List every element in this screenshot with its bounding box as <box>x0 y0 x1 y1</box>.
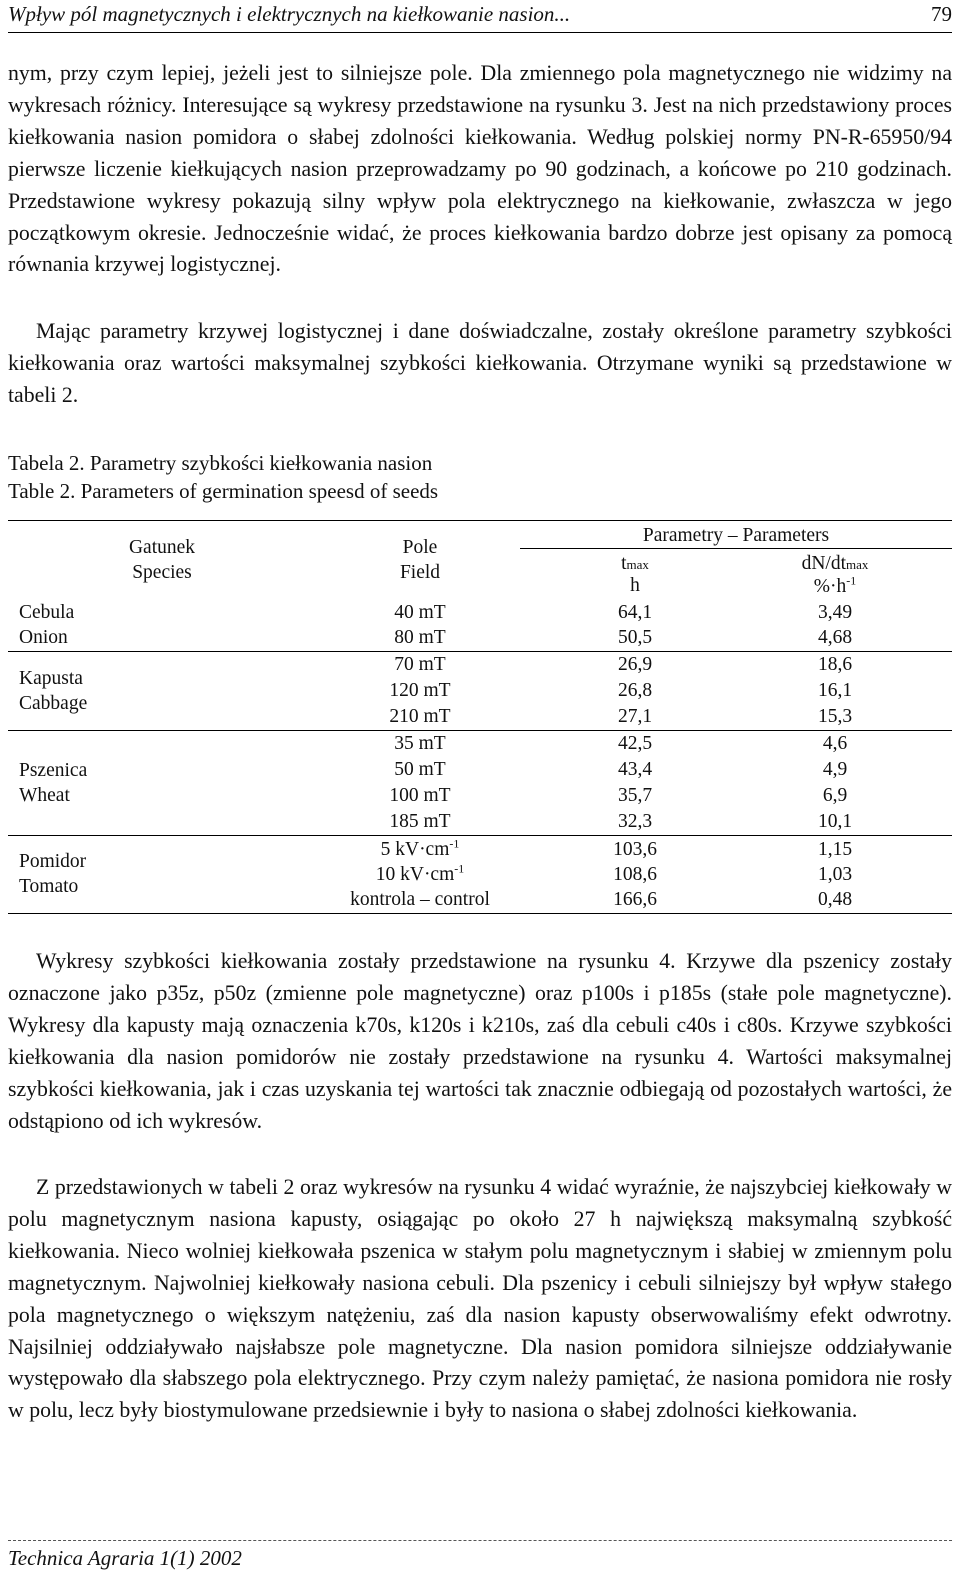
row-tmax: 103,6 <box>613 839 657 860</box>
group-tomato-en: Tomato <box>19 876 79 897</box>
row-field: 120 mT <box>389 680 451 701</box>
row-tmax: 32,3 <box>617 811 653 832</box>
page-number: 79 <box>931 2 952 26</box>
header-dndt-unit: $\%\cdot h^{-1}$ <box>813 573 857 597</box>
table-caption-en: Table 2. Parameters of germination speesd of seeds <box>8 479 439 503</box>
journal-footer: Technica Agraria 1(1) 2002 <box>8 1546 242 1570</box>
group-onion-en: Onion <box>19 627 68 648</box>
header-field-pl: Pole <box>402 537 438 558</box>
row-dndt: 3,49 <box>817 602 853 623</box>
row-tmax: 26,9 <box>617 654 653 675</box>
row-field: 40 mT <box>394 602 446 623</box>
group-wheat-pl: Pszenica <box>19 760 88 781</box>
row-field: 210 mT <box>389 706 451 727</box>
row-field: 185 mT <box>389 811 451 832</box>
row-field: 70 mT <box>394 654 446 675</box>
header-tmax: tmax <box>621 553 649 574</box>
row-dndt: 18,6 <box>817 654 853 675</box>
group-divider <box>8 651 952 652</box>
group-onion-pl: Cebula <box>19 602 75 623</box>
row-tmax: 35,7 <box>617 785 653 806</box>
row-dndt: 16,1 <box>817 680 853 701</box>
row-field: 5 $kV\cdot cm^{-1}$ <box>380 836 460 860</box>
paragraph-2: Mając parametry krzywej logistycznej i dane doświadczalne, zostały określone parametry szybkości kiełkowania oraz wartości maksymalnej szybkości kiełkowania. Otrzymane wyniki są przedstawione w tabeli 2. <box>8 319 952 407</box>
row-field: 10 $kV\cdot cm^{-1}$ <box>375 861 465 885</box>
row-tmax: 27,1 <box>617 706 653 727</box>
row-field: kontrola – control <box>350 889 490 910</box>
row-dndt: 10,1 <box>817 811 853 832</box>
group-cabbage-pl: Kapusta <box>19 668 83 689</box>
row-field: 80 mT <box>394 627 446 648</box>
table-caption-pl: Tabela 2. Parametry szybkości kiełkowania nasion <box>8 451 433 475</box>
row-tmax: 42,5 <box>617 733 653 754</box>
paragraph-3: Wykresy szybkości kiełkowania zostały przedstawione na rysunku 4. Krzywe dla pszenicy zostały oznaczone jako p35z, p50z (zmienne pole magnetyczne) oraz p100s i p185s (stałe pole magnetyczne). Wykresy dla kapusty mają oznaczenia k70s, k120s i k210s, zaś dla cebuli c40s i c80s. Krzywe szybkości kiełkowania dla nasion pomidorów nie zostały przedstawione na rysunku 4. Wartości maksymalnej szybkości kiełkowania, jak i czas uzyskania tej wartości tak znacznie odbiegają od pozostałych wartości, że odstąpiono od ich wykresów. <box>8 949 952 1133</box>
table-top-rule <box>8 520 952 521</box>
row-field: 35 mT <box>394 733 446 754</box>
header-species-pl: Gatunek <box>128 537 196 558</box>
row-tmax: 26,8 <box>617 680 653 701</box>
row-field: 50 mT <box>394 759 446 780</box>
footer-rule <box>8 1540 952 1541</box>
row-dndt: 1,03 <box>817 864 853 885</box>
header-parameters: Parametry – Parameters <box>642 525 830 546</box>
group-tomato-pl: Pomidor <box>19 851 87 872</box>
table-bottom-rule <box>8 913 952 914</box>
row-dndt: 0,48 <box>817 889 853 910</box>
header-dndt: dN/dtmax <box>801 553 869 574</box>
group-divider <box>8 835 952 836</box>
paragraph-1: nym, przy czym lepiej, jeżeli jest to silniejsze pole. Dla zmiennego pola magnetycznego nie widzimy na wykresach różnicy. Interesujące są wykresy przedstawione na rysunku 3. Jest na nich przedstawiony proces kiełkowania nasion pomidora o słabej zdolności kiełkowania. Według polskiej normy PN-R-65950/94 pierwsze liczenie kiełkujących nasion przeprowadzamy po 90 godzinach, a końcowe po 210 godzinach. Przedstawione wykresy pokazują silny wpływ pola elektrycznego na kiełkowanie, zwłaszcza w jego początkowym okresie. Jednocześnie widać, że proces kiełkowania bardzo dobrze jest opisany za pomocą równania krzywej logistycznej. <box>8 61 952 277</box>
header-parameters-rule <box>520 548 952 549</box>
group-cabbage-en: Cabbage <box>19 693 88 714</box>
row-dndt: 4,6 <box>822 733 848 754</box>
row-tmax: 43,4 <box>617 759 653 780</box>
paragraph-4: Z przedstawionych w tabeli 2 oraz wykresów na rysunku 4 widać wyraźnie, że najszybciej kiełkowały w polu magnetycznym nasiona kapusty, osiągając po około 27 h największą maksymalną szybkość kiełkowania. Nieco wolniej kiełkowała pszenica w stałym polu magnetycznym i słabiej w zmiennym polu magnetycznym. Najwolniej kiełkowały nasiona cebuli. Dla pszenicy i cebuli silniejszy był wpływ stałego pola magnetycznego o większym natężeniu, zaś dla nasion kapusty obserwowaliśmy efekt odwrotny. Najsilniej oddziaływało najsłabsze pole magnetyczne. Dla nasion pomidora silniejsze oddziaływanie występowało dla słabszego pola elektrycznego. Przy czym należy pamiętać, że nasiona pomidora nie rosły w polu, lecz były biostymulowane przedsiewnie i były to nasiona o słabej zdolności kiełkowania. <box>8 1175 952 1423</box>
header-species-en: Species <box>132 562 192 583</box>
running-title: Wpływ pól magnetycznych i elektrycznych na kiełkowanie nasion... <box>8 2 571 26</box>
running-header <box>8 0 952 33</box>
row-dndt: 4,68 <box>817 627 853 648</box>
row-tmax: 166,6 <box>613 889 657 910</box>
row-dndt: 4,9 <box>822 759 848 780</box>
row-tmax: 50,5 <box>617 627 653 648</box>
row-tmax: 108,6 <box>613 864 657 885</box>
row-tmax: 64,1 <box>617 602 653 623</box>
header-field-en: Field <box>399 562 441 583</box>
row-dndt: 1,15 <box>817 839 853 860</box>
row-dndt: 15,3 <box>817 706 853 727</box>
group-divider <box>8 730 952 731</box>
row-dndt: 6,9 <box>822 785 848 806</box>
group-wheat-en: Wheat <box>19 785 70 806</box>
header-tmax-unit: h <box>630 575 640 596</box>
row-field: 100 mT <box>389 785 451 806</box>
